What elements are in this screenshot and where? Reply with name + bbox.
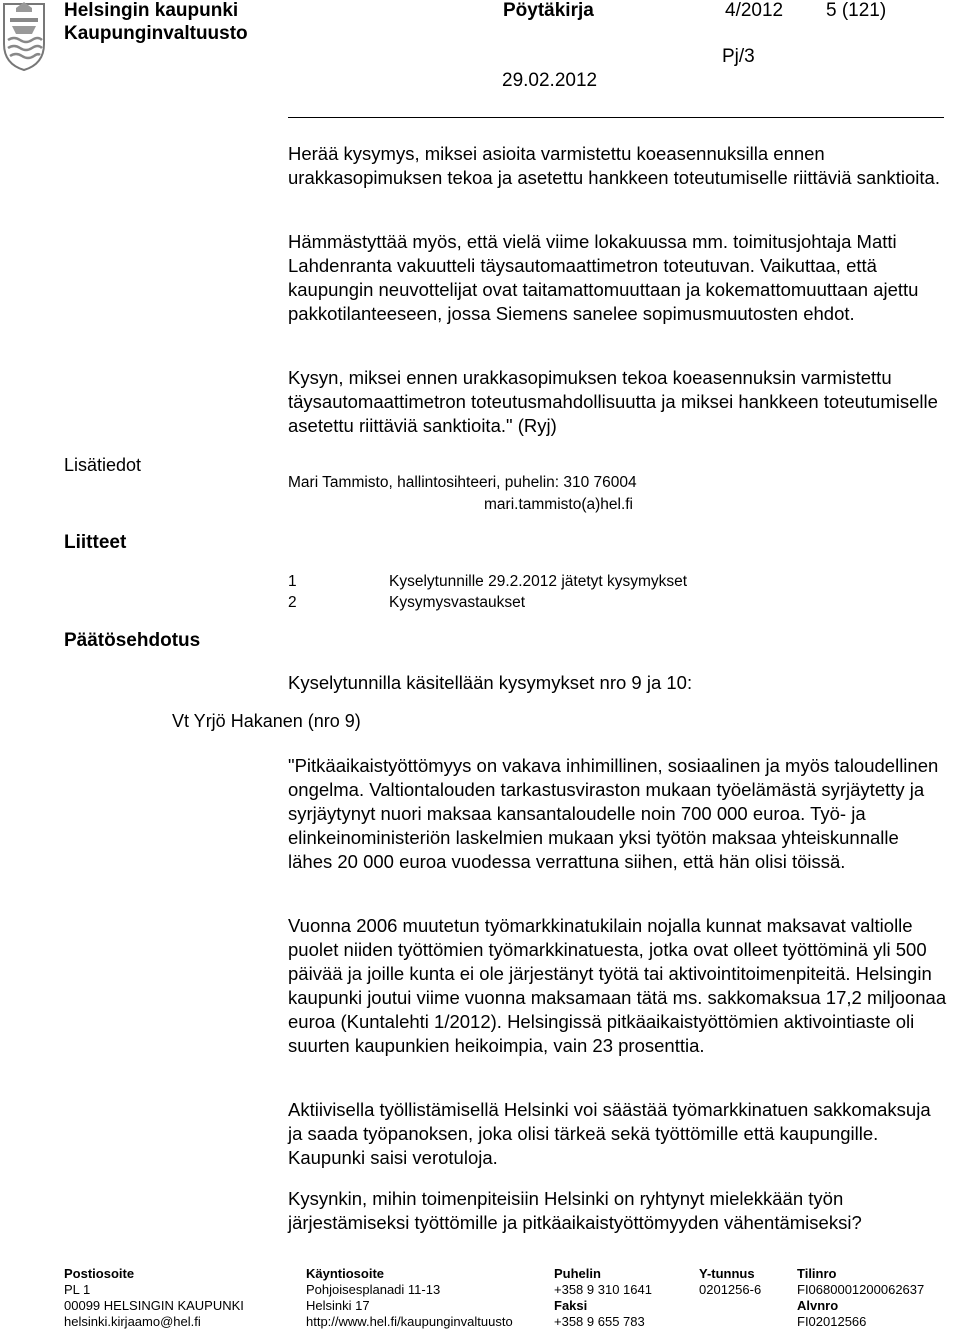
header-date: 29.02.2012 (502, 70, 598, 91)
footer-business-id (699, 1266, 761, 1298)
footer-fax-head: Faksi (554, 1298, 588, 1313)
header-page: 5 (121) (826, 0, 887, 21)
header-doc-type: Pöytäkirja (503, 0, 594, 21)
footer-postal (64, 1266, 244, 1330)
attachment-num: 1 (288, 573, 297, 590)
header-issue: 4/2012 (725, 0, 784, 21)
footer-visit-city: Helsinki 17 (306, 1298, 370, 1313)
paragraph-3: Kysyn, miksei ennen urakkasopimuksen tekoa koeasennuksin varmistettu täysautomaattimetron toteutusmahdollisuutta ja miksei hankkeen toteutumiselle asetettu riittäviä sanktioita." (Ryj) (288, 367, 938, 436)
attachment-text: Kyselytunnille 29.2.2012 jätetyt kysymykset (389, 573, 688, 590)
helsinki-coat-of-arms-logo (2, 0, 46, 72)
paragraph-6: Aktiivisella työllistämisellä Helsinki voi säästää työmarkkinatuen sakkomaksuja ja saada työpanoksen, joka olisi tärkeä sekä työttömille että kaupungille. Kaupunki saisi verotuloja. (288, 1099, 931, 1168)
footer-fax-number: +358 9 655 783 (554, 1314, 645, 1329)
footer-visit-street: Pohjoisesplanadi 11-13 (306, 1282, 441, 1297)
attachment-num: 2 (288, 594, 297, 611)
footer-phone (554, 1266, 652, 1330)
header-section: Pj/3 (722, 46, 755, 67)
label-lisatiedot: Lisätiedot (64, 455, 142, 475)
contact-email: mari.tammisto(a)hel.fi (484, 496, 633, 513)
footer-postal-head: Postiosoite (64, 1266, 135, 1281)
paragraph-2: Hämmästyttää myös, että vielä viime lokakuussa mm. toimitusjohtaja Matti Lahdenranta vakuutteli täysautomaattimetron toteutuvan. Vaikuttaa, että kaupungin neuvottelijat ovat taitamattomuuttaan ja kokemattomuuttaan ajettu pakkotilanteeseen, jossa Siemens sanelee sopimusmuutosten ehdot. (288, 231, 919, 324)
paragraph-4: "Pitkäaikaistyöttömyys on vakava inhimillinen, sosiaalinen ja myös taloudellinen ongelma. Valtiontalouden tarkastusviraston mukaan työelämästä syrjäytetty ja syrjäytynyt nuori maksaa kansantaloudelle noin 700 000 euroa. Työ- ja elinkeinoministeriön laskelmien mukaan yksi työtön maksaa yhteiskunnalle lähes 20 000 euroa vuodessa verrattuna siihen, että hän olisi töissä. (288, 755, 939, 872)
footer-account-number: FI0680001200062637 (797, 1282, 925, 1297)
header-divider (288, 117, 944, 118)
attachment-text: Kysymysvastaukset (389, 594, 526, 611)
speaker-name: Vt Yrjö Hakanen (nro 9) (172, 711, 361, 731)
label-liitteet: Liitteet (64, 532, 127, 553)
footer-website-link[interactable]: http://www.hel.fi/kaupunginvaltuusto (306, 1314, 513, 1329)
footer-phone-head: Puhelin (554, 1266, 601, 1281)
footer-vat-head: Alvnro (797, 1298, 839, 1313)
proposal-text: Kyselytunnilla käsitellään kysymykset nro 9 ja 10: (288, 672, 693, 693)
contact-line: Mari Tammisto, hallintosihteeri, puhelin: 310 76004 (288, 474, 637, 491)
footer-visit-head: Käyntiosoite (306, 1266, 385, 1281)
label-paatosehdotus: Päätösehdotus (64, 630, 201, 651)
footer-postal-box: PL 1 (64, 1282, 91, 1297)
footer-postal-city: 00099 HELSINGIN KAUPUNKI (64, 1298, 244, 1313)
paragraph-5: Vuonna 2006 muutetun työmarkkinatukilain nojalla kunnat maksavat valtiolle puolet niiden työttömien työmarkkinatuesta, jotka ovat olleet työttöminä yli 500 päivää ja joille kunta ei ole järjestänyt työtä tai aktivointitoimenpiteitä. Helsingin kaupunki joutui viime vuonna maksamaan tätä ms. sakkomaksua 17,2 miljoonaa euroa (Kuntalehti 1/2012). Helsingissä pitkäaikaistyöttömien aktivointiaste oli suurten kaupunkien heikoimpia, vain 23 prosenttia. (288, 915, 947, 1056)
footer-vat-number: FI02012566 (797, 1314, 867, 1329)
paragraph-1: Herää kysymys, miksei asioita varmistettu koeasennuksilla ennen urakkasopimuksen tekoa ja asetettu hankkeen toteutumiselle riittäviä sanktioita. (288, 143, 940, 188)
footer-account-head: Tilinro (797, 1266, 837, 1281)
footer-account (797, 1266, 924, 1330)
footer-visit (306, 1266, 513, 1330)
footer-email-link[interactable]: helsinki.kirjaamo@hel.fi (64, 1314, 201, 1329)
header-org: Helsingin kaupunki (64, 0, 239, 21)
paragraph-7: Kysynkin, mihin toimenpiteisiin Helsinki on ryhtynyt mielekkään työn järjestämiseksi työttömille ja pitkäaikaistyöttömyyden vähentämiseksi? (288, 1188, 862, 1233)
header-body: Kaupunginvaltuusto (64, 23, 248, 44)
footer-business-id-value: 0201256-6 (699, 1282, 762, 1297)
footer-phone-number: +358 9 310 1641 (554, 1282, 652, 1297)
footer-business-id-head: Y-tunnus (699, 1266, 755, 1281)
